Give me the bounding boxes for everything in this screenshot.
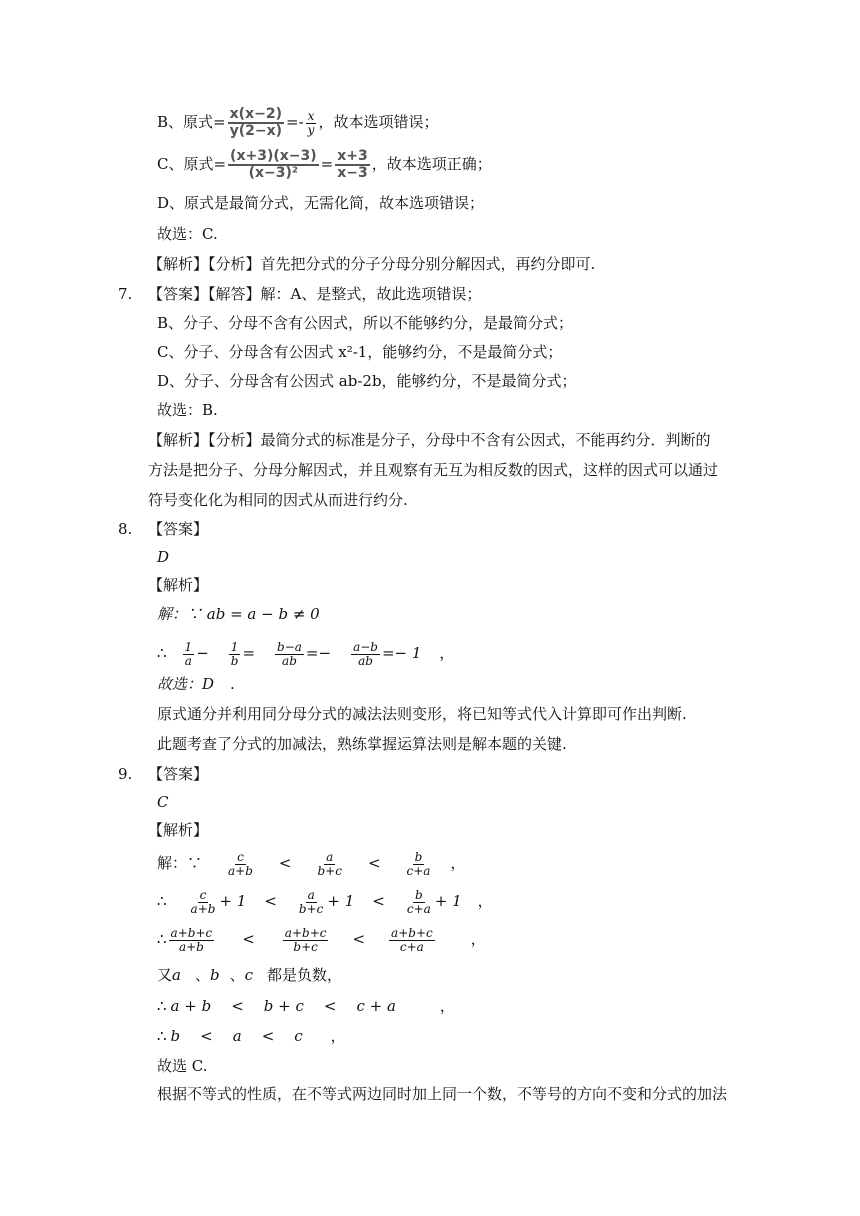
q8-comma: ， (439, 644, 455, 662)
q8-f2-num: 1 (230, 639, 239, 654)
q8-f1-num: 1 (184, 639, 193, 654)
q8-note-1: 原式通分并利用同分母分式的减法法则变形，将已知等式代入计算即可作出判断. (157, 705, 687, 723)
q9-lt: < (242, 930, 255, 948)
q9-g2b-den: b+c (298, 901, 324, 916)
q9-lt: < (367, 854, 381, 872)
q9-h1-den: a+b (178, 939, 204, 954)
q9-sum-line (157, 996, 455, 1016)
q6-b-prefix: B、原式= (157, 113, 226, 131)
q9-solution-1 (157, 846, 465, 880)
q9-lt: < (372, 892, 385, 910)
q9-therefore: ∴ (157, 997, 167, 1015)
q7-line-b: B、分子、分母不含有公因式，所以不能够约分，是最简分式； (157, 314, 574, 332)
q6-c-denominator: (x−3)² (248, 165, 299, 181)
q7-line-d: D、分子、分母含有公因式 ab-2b，能够约分，不是最简分式； (157, 372, 577, 390)
q9-order-line (157, 1026, 346, 1046)
q9-sol-prefix: 解：∵ (157, 854, 203, 872)
q9-h1 (169, 927, 215, 954)
q8-f4-num: a−b (353, 639, 378, 654)
q9-g2b (297, 889, 325, 916)
q9-h2-num: a+b+c (284, 925, 327, 940)
q9-comma: ， (470, 930, 486, 948)
q9-h2 (283, 927, 329, 954)
q8-eq: = (242, 644, 256, 662)
q9-lt: < (352, 930, 366, 948)
q6-c-prefix: C、原式= (157, 155, 227, 173)
q9-g3b-den: c+a (406, 901, 431, 916)
q9-plus-one: + 1 (327, 892, 355, 910)
q6-c-eq: = (320, 155, 334, 173)
q6-option-c (157, 149, 492, 179)
q9-solution-3 (157, 922, 486, 956)
q8-choice-text: 故选：D (157, 675, 215, 693)
q6-b-numerator: x(x−2) (229, 106, 282, 122)
q6-b2-numerator: x (307, 108, 315, 123)
q9-sum-1: a + b (170, 997, 212, 1015)
q9-analysis-label: 【解析】 (148, 821, 209, 839)
q9-g1b-num: c (199, 887, 207, 902)
q6-c-fraction (228, 149, 319, 181)
q9-comma: ， (477, 892, 493, 910)
q9-therefore: ∴ (157, 1027, 167, 1045)
q9-neg-a: a (172, 966, 181, 984)
q6-b-fraction2 (306, 110, 317, 137)
q9-g3b-num: b (414, 887, 423, 902)
q9-g1b-den: a+b (190, 901, 216, 916)
q9-v2: a (232, 1027, 242, 1045)
q9-h3-num: a+b+c (391, 925, 433, 940)
q7-answer-line: 【答案】【解答】解：A、是整式，故此选项错误； (148, 285, 482, 303)
q9-g3-num: b (414, 849, 423, 864)
q9-neg-sep: 、 (229, 966, 245, 984)
q6-b-fraction (228, 107, 284, 139)
q9-answer: C (157, 793, 169, 811)
q8-note-2: 此题考查了分式的加减法，熟练掌握运算法则是解本题的关键. (157, 735, 567, 753)
q6-b-eq: =- (286, 113, 304, 131)
q9-g1-den: a+b (228, 863, 253, 878)
q8-f3-den: ab (282, 653, 297, 668)
q8-minus: − (196, 644, 209, 662)
q9-sum-2: b + c (263, 997, 304, 1015)
q6-c2-denominator: x−3 (337, 165, 368, 181)
q6-c-suffix: ，故本选项正确； (371, 155, 492, 173)
q9-g1-num: c (237, 849, 244, 864)
q9-neg-prefix: 又 (157, 966, 173, 984)
q6-analysis: 【解析】【分析】首先把分式的分子分母分别分解因式，再约分即可. (148, 255, 596, 273)
q7-analysis-1: 【解析】【分析】最简分式的标准是分子，分母中不含有公因式，不能再约分．判断的 (148, 431, 711, 449)
q7-number: 7. (118, 285, 133, 303)
q9-h3-den: c+a (399, 939, 424, 954)
q6-option-d: D、原式是最简分式，无需化简，故本选项错误； (157, 194, 485, 212)
q9-number: 9. (118, 765, 133, 783)
q8-choice (157, 674, 235, 694)
q9-lt: < (278, 854, 292, 872)
q6-b-denominator: y(2−x) (229, 123, 283, 139)
q9-g3 (405, 851, 433, 878)
q9-choice: 故选 C. (157, 1057, 208, 1075)
q9-g2-den: b+c (317, 863, 342, 878)
q8-therefore: ∴ (157, 644, 167, 662)
q8-f1-den: a (184, 653, 192, 668)
q9-comma: ， (450, 854, 466, 872)
q9-neg-c: c (244, 966, 254, 984)
q9-g2 (315, 851, 343, 878)
q9-g1 (226, 851, 255, 878)
q9-neg-b: b (209, 966, 220, 984)
q9-g2b-num: a (307, 887, 315, 902)
q8-frac-2 (229, 641, 241, 668)
q9-comma: ， (330, 1027, 346, 1045)
q8-frac-4 (351, 641, 380, 668)
q6-choice: 故选：C. (157, 225, 218, 243)
q8-answer: D (157, 548, 170, 566)
q9-therefore: ∴ (157, 892, 167, 910)
q9-plus-one: + 1 (219, 892, 247, 910)
q6-c2-numerator: x+3 (337, 148, 368, 164)
q9-therefore: ∴ (157, 930, 167, 948)
q9-g3-den: c+a (406, 863, 431, 878)
q7-choice: 故选：B. (157, 401, 218, 419)
q9-h1-num: a+b+c (170, 925, 213, 940)
q8-analysis-label: 【解析】 (148, 576, 209, 594)
q9-lt: < (323, 997, 337, 1015)
q8-f2-den: b (230, 653, 239, 668)
q6-b2-denominator: y (307, 122, 315, 137)
q9-sum-3: c + a (356, 997, 396, 1015)
q9-neg-suffix: 都是负数， (267, 966, 343, 984)
q9-note: 根据不等式的性质，在不等式两边同时加上同一个数，不等号的方向不变和分式的加法 (157, 1085, 728, 1103)
q9-g2-num: a (326, 849, 334, 864)
q9-v1: b (170, 1027, 181, 1045)
q9-v3: c (294, 1027, 303, 1045)
q8-eqminus: =− (305, 644, 332, 662)
q7-analysis-3: 符号变化化为相同的因式从而进行约分. (148, 491, 408, 509)
q9-negative-line (157, 965, 342, 985)
q6-c-fraction2 (335, 149, 370, 181)
q9-lt: < (200, 1027, 213, 1045)
q8-result: =− 1 (381, 644, 422, 662)
q9-answer-label: 【答案】 (148, 765, 209, 783)
q9-neg-sep: 、 (194, 966, 210, 984)
q8-solution-2 (157, 636, 454, 670)
q9-lt: < (261, 1027, 275, 1045)
q9-g3b (405, 889, 433, 916)
q9-h3 (389, 927, 435, 954)
q6-c-numerator: (x+3)(x−3) (230, 148, 317, 164)
q6-b-suffix: ，故本选项错误； (318, 113, 439, 131)
q9-h2-den: b+c (293, 939, 318, 954)
q9-lt: < (231, 997, 244, 1015)
q6-option-b (157, 106, 439, 139)
q8-period: . (230, 675, 235, 693)
q9-plus-one: + 1 (434, 892, 462, 910)
q8-f3-num: b−a (277, 639, 302, 654)
q9-comma: ， (439, 997, 455, 1015)
q9-g1b (189, 889, 218, 916)
q8-f4-den: ab (358, 653, 373, 668)
q8-frac-3 (275, 641, 304, 668)
q8-answer-label: 【答案】 (148, 520, 209, 538)
q8-frac-1 (183, 641, 195, 668)
q9-lt: < (264, 892, 277, 910)
q8-number: 8. (118, 520, 133, 538)
q8-solution-1: 解：∵ ab = a − b ≠ 0 (157, 605, 320, 623)
q7-line-c: C、分子、分母含有公因式 x²-1，能够约分，不是最简分式； (157, 343, 563, 361)
q9-solution-2 (157, 884, 493, 918)
q7-analysis-2: 方法是把分子、分母分解因式，并且观察有无互为相反数的因式，这样的因式可以通过 (148, 461, 719, 479)
